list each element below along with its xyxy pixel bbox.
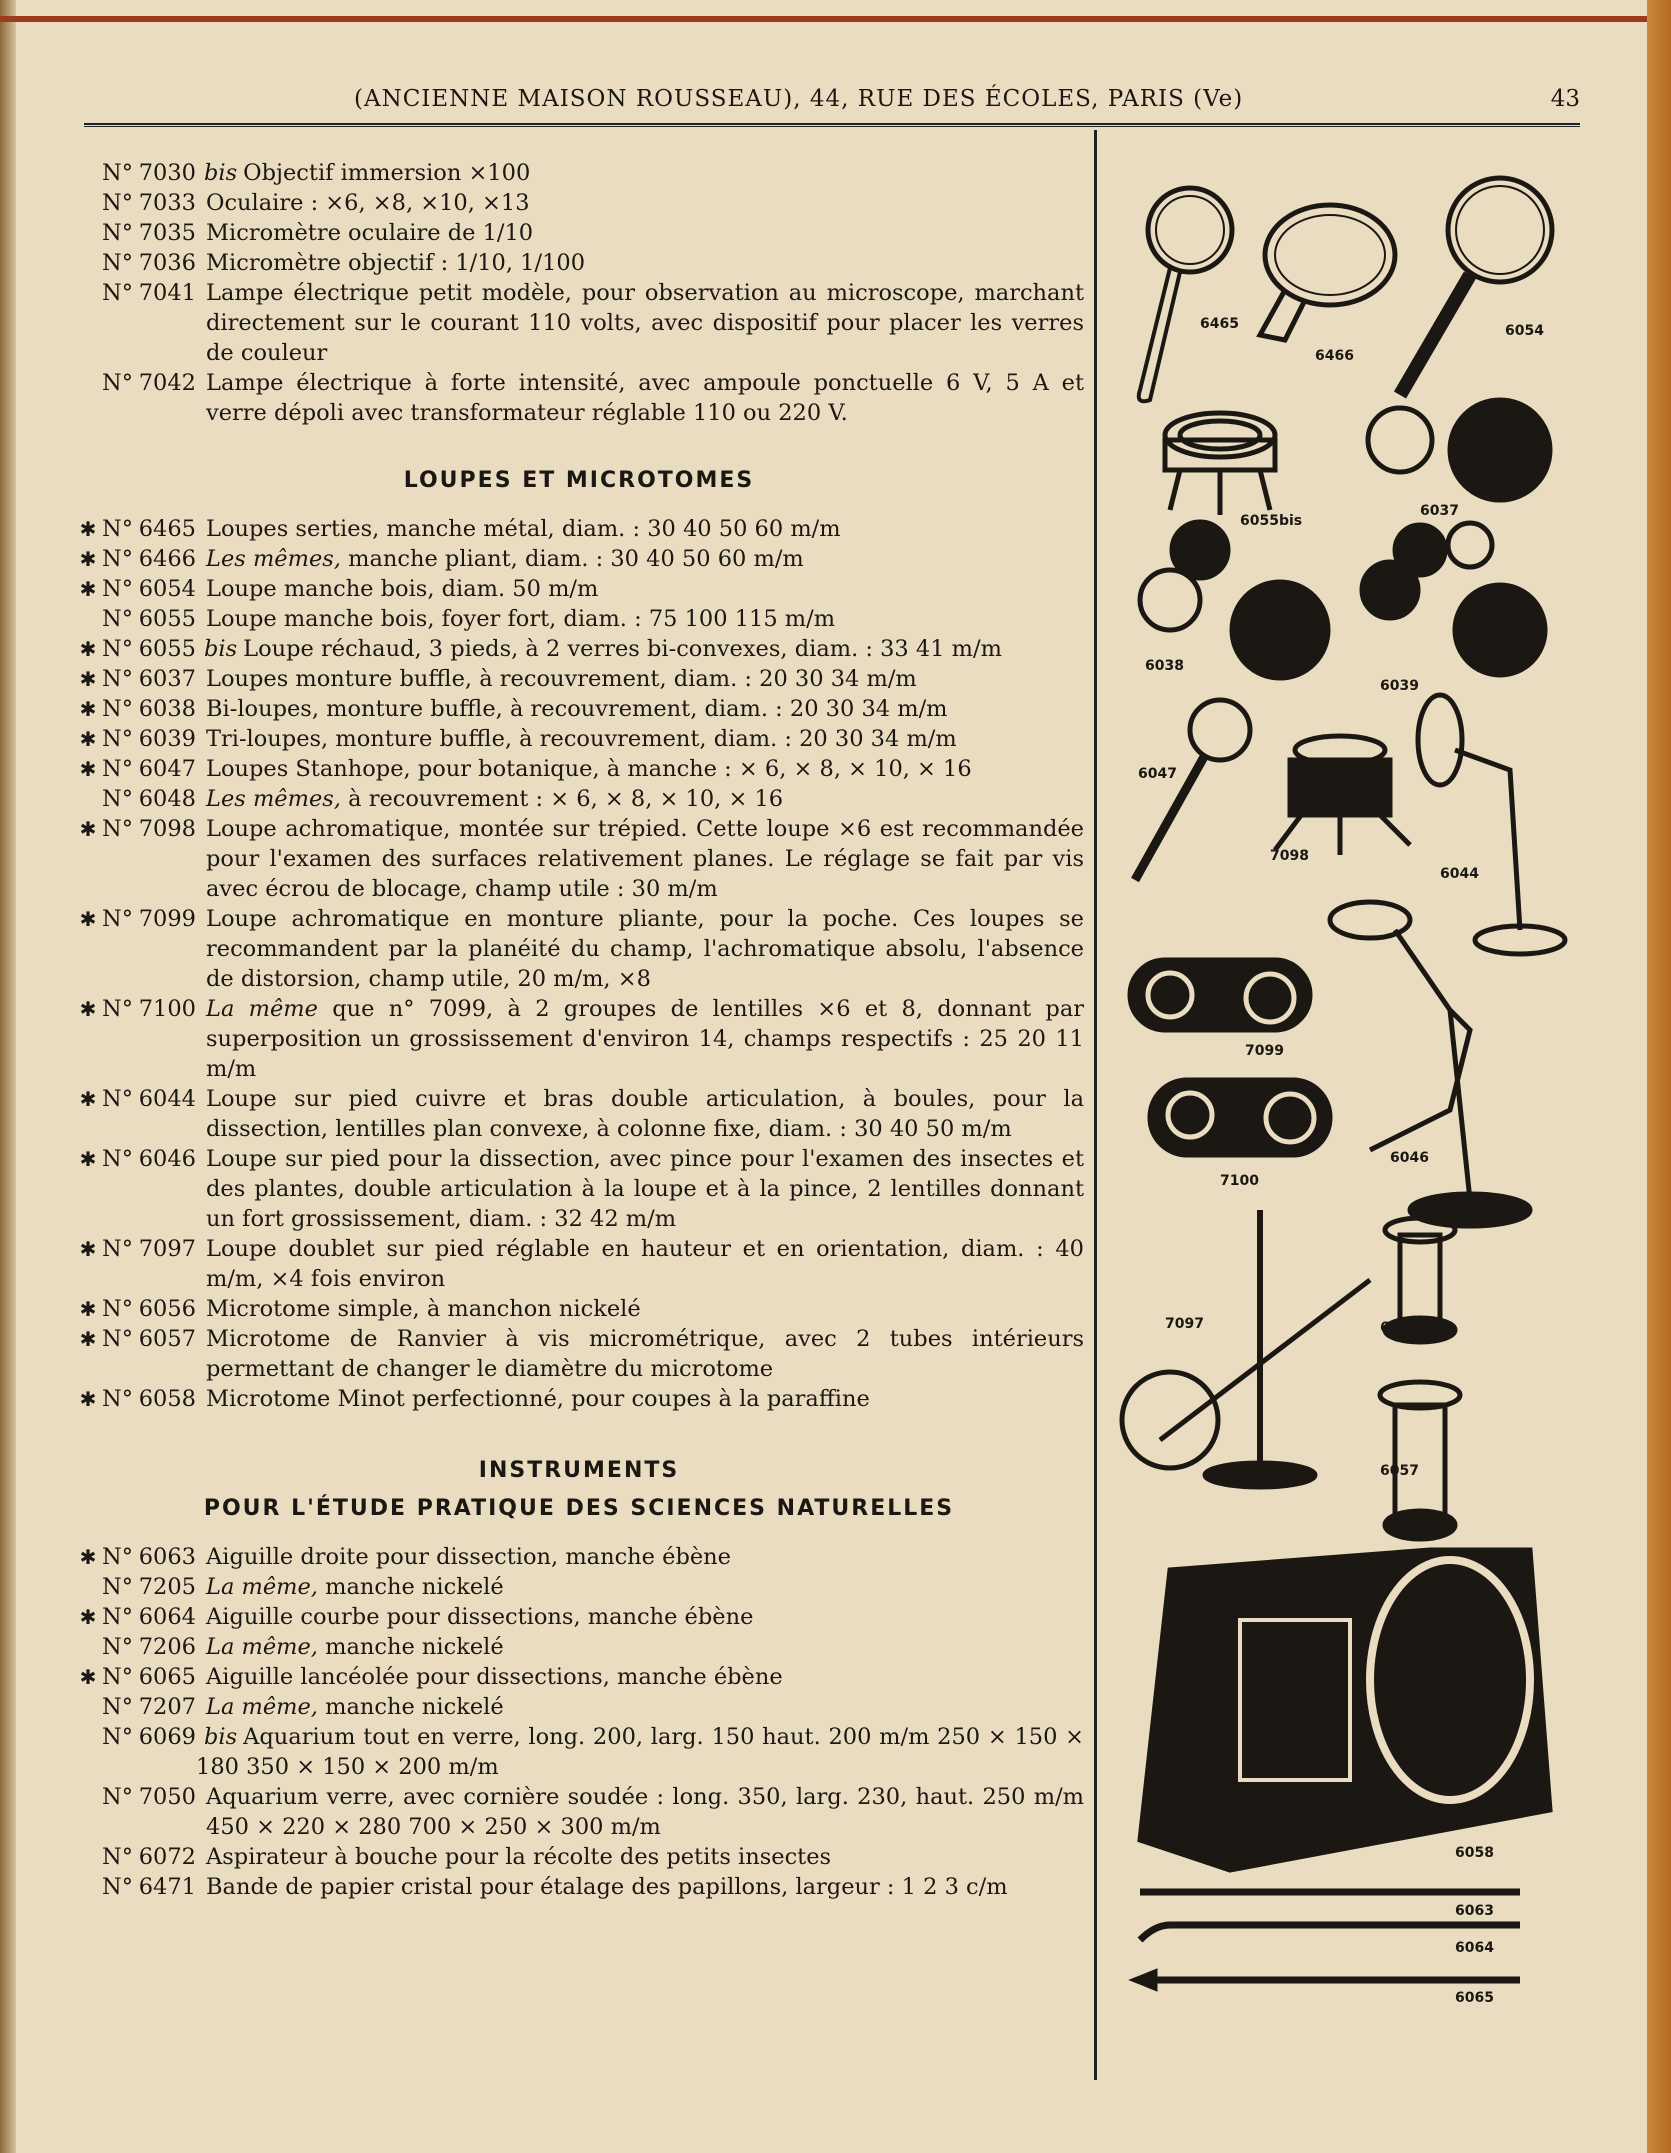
- entry-text: Loupe manche bois, diam. 50 m/m: [206, 576, 599, 602]
- entry-no-label: N°: [102, 160, 133, 186]
- entry-text: manche nickelé: [325, 1574, 504, 1600]
- label-6065: 6065: [1455, 1990, 1494, 2006]
- entry-description: [196, 514, 1084, 544]
- entry-no-label: N°: [102, 1086, 133, 1112]
- entry-description: [196, 694, 1084, 724]
- section-title-instruments: INSTRUMENTS: [478, 1458, 680, 1483]
- entry-number: 7041: [138, 280, 196, 306]
- entry-star-mark: ✱: [79, 637, 97, 661]
- catalog-text-column: [74, 158, 1084, 1902]
- entry-description: [196, 368, 1084, 428]
- page-edge: [1647, 0, 1671, 2153]
- entry-number: 6037: [138, 666, 196, 692]
- entry-text: que n° 7099, à 2 groupes de lentilles ×6 et 8, donnant par superposition un grossissement d'environ 14, champs respectifs : 25 20 11 m/m: [206, 996, 1084, 1082]
- entry-star-mark: ✱: [79, 1605, 97, 1629]
- entry-description: [196, 574, 1084, 604]
- entry-text: Bande de papier cristal pour étalage des papillons, largeur : 1 2 3 c/m: [206, 1874, 1008, 1900]
- catalog-entry: [74, 218, 1084, 248]
- catalog-entry: [74, 1782, 1084, 1842]
- entry-no-label: N°: [102, 516, 133, 542]
- entry-star-mark: ✱: [79, 517, 97, 541]
- entry-number: 7206: [138, 1634, 196, 1660]
- entry-star-mark: ✱: [79, 757, 97, 781]
- instruments-list: [74, 1542, 1084, 1902]
- entry-no-label: N°: [102, 816, 133, 842]
- section-title-loupes: LOUPES ET MICROTOMES: [403, 468, 755, 493]
- catalog-entry: [74, 1662, 1084, 1692]
- catalog-entry: [74, 188, 1084, 218]
- entry-number: 7033: [138, 190, 196, 216]
- entry-star-mark: ✱: [79, 667, 97, 691]
- catalog-entry: [74, 814, 1084, 904]
- entry-number: 6466: [138, 546, 196, 572]
- entry-description: [196, 1872, 1084, 1902]
- entry-description: [196, 1084, 1084, 1144]
- entry-lead-italic: Les mêmes,: [206, 546, 341, 572]
- entry-number: 7036: [138, 250, 196, 276]
- entry-star-mark: ✱: [79, 1327, 97, 1351]
- wood-handle-magnifier-6054-icon: [1400, 178, 1552, 395]
- catalog-entry: [74, 514, 1084, 544]
- catalog-entry: [74, 1602, 1084, 1632]
- entry-text: Lampe électrique à forte intensité, avec ampoule ponctuelle 6 V, 5 A et verre dépoli avec transformateur réglable 110 ou 220 V.: [206, 370, 1084, 426]
- label-6465: 6465: [1200, 316, 1239, 332]
- entry-text: Oculaire : ×6, ×8, ×10, ×13: [206, 190, 530, 216]
- entry-no-label: N°: [102, 666, 133, 692]
- catalog-entry: [74, 1542, 1084, 1572]
- entry-description: [196, 1294, 1084, 1324]
- label-6056: 6056: [1380, 1320, 1419, 1336]
- entry-description: [196, 218, 1084, 248]
- entry-text: Microtome simple, à manchon nickelé: [206, 1296, 641, 1322]
- catalog-entry: [74, 754, 1084, 784]
- entry-no-label: N°: [102, 1604, 133, 1630]
- catalog-entry: [74, 1294, 1084, 1324]
- entry-lead-italic: La même,: [206, 1574, 318, 1600]
- entry-description: [196, 724, 1084, 754]
- entry-no-label: N°: [102, 1146, 133, 1172]
- entry-number: 6046: [138, 1146, 196, 1172]
- entry-no-label: N°: [102, 250, 133, 276]
- entry-star-mark: ✱: [79, 547, 97, 571]
- loupes-list: [74, 514, 1084, 1414]
- entry-no-label: N°: [102, 1296, 133, 1322]
- header-title: (ANCIENNE MAISON ROUSSEAU), 44, RUE DES ÉCOLES, PARIS (Ve): [354, 86, 1244, 112]
- entry-no-label: N°: [102, 1664, 133, 1690]
- label-7098: 7098: [1270, 848, 1309, 864]
- catalog-entry: [74, 1692, 1084, 1722]
- entry-text: Loupe doublet sur pied réglable en hauteur et en orientation, diam. : 40 m/m, ×4 fois environ: [206, 1236, 1084, 1292]
- entry-number: 7042: [138, 370, 196, 396]
- label-7100: 7100: [1220, 1173, 1259, 1189]
- label-6058: 6058: [1455, 1845, 1494, 1861]
- achromatic-tripod-loupe-7098-icon: [1275, 736, 1410, 855]
- entry-no-label: N°: [102, 1544, 133, 1570]
- entry-number: 6072: [138, 1844, 196, 1870]
- entry-no-label: N°: [102, 1844, 133, 1870]
- entry-description: [196, 994, 1084, 1084]
- entry-description: [196, 814, 1084, 904]
- entry-no-label: N°: [102, 1236, 133, 1262]
- bi-loupe-6038-icon: [1140, 522, 1328, 678]
- entry-no-label: N°: [102, 576, 133, 602]
- buffalo-loupe-6037-icon: [1368, 400, 1550, 500]
- entry-star-mark: ✱: [79, 727, 97, 751]
- entry-text: Loupe sur pied cuivre et bras double articulation, à boules, pour la dissection, lentilles plan convexe, à colonne fixe, diam. : 30 40 50 m/m: [206, 1086, 1084, 1142]
- pocket-loupe-7099-icon: [1130, 960, 1310, 1030]
- entry-star-mark: ✱: [79, 1147, 97, 1171]
- catalog-entry: [74, 1572, 1084, 1602]
- column-divider: [1094, 130, 1097, 2080]
- entry-no-label: N°: [102, 996, 133, 1022]
- entry-bis: bis: [204, 160, 238, 186]
- entry-text: Loupes Stanhope, pour botanique, à manche : × 6, × 8, × 10, × 16: [206, 756, 972, 782]
- entry-number: 6058: [138, 1386, 196, 1412]
- entry-text: Loupe achromatique en monture pliante, pour la poche. Ces loupes se recommandent par la planéité du champ, l'achromatique absolu, l'absence de distorsion, champ utile, 20 m/m, ×8: [206, 906, 1084, 992]
- entry-number: 7207: [138, 1694, 196, 1720]
- entry-no-label: N°: [102, 1574, 133, 1600]
- illustrations-column: [1110, 150, 1610, 2050]
- entry-text: Microtome de Ranvier à vis micrométrique, avec 2 tubes intérieurs permettant de changer le diamètre du microtome: [206, 1326, 1084, 1382]
- entry-number: 7030: [138, 160, 196, 186]
- label-6038: 6038: [1145, 658, 1184, 674]
- entry-no-label: N°: [102, 906, 133, 932]
- entry-text: Loupe achromatique, montée sur trépied. Cette loupe ×6 est recommandée pour l'examen des surfaces relativement planes. Le réglage se fait par vis avec écrou de blocage, champ utile : 30 m/m: [206, 816, 1084, 902]
- entry-star-mark: ✱: [79, 697, 97, 721]
- entry-description: [196, 1722, 1084, 1782]
- magnifier-6465-icon: [1139, 188, 1232, 401]
- catalog-entry: [74, 1234, 1084, 1294]
- page-number: 43: [1550, 86, 1580, 112]
- label-6466: 6466: [1315, 348, 1354, 364]
- top-border: [0, 16, 1647, 22]
- catalog-entry: [74, 1144, 1084, 1234]
- entry-description: [196, 904, 1084, 994]
- entry-description: [196, 1144, 1084, 1234]
- stanhope-loupe-6047-icon: [1135, 700, 1250, 880]
- entry-description: [196, 1632, 1084, 1662]
- entry-bis: bis: [204, 1724, 238, 1750]
- entry-description: [196, 604, 1084, 634]
- folding-magnifier-6466-icon: [1260, 205, 1395, 340]
- catalog-entry: [74, 1722, 1084, 1782]
- catalog-entry: [74, 904, 1084, 994]
- entry-number: 6057: [138, 1326, 196, 1352]
- catalog-entry: [74, 158, 1084, 188]
- entry-lead-italic: Les mêmes,: [206, 786, 341, 812]
- entry-description: [196, 158, 1084, 188]
- catalog-entry: [74, 1324, 1084, 1384]
- entry-text: Aiguille courbe pour dissections, manche ébène: [206, 1604, 754, 1630]
- entry-description: [196, 754, 1084, 784]
- label-6044: 6044: [1440, 866, 1479, 882]
- entry-number: 6069: [138, 1724, 196, 1750]
- entry-number: 6038: [138, 696, 196, 722]
- label-6046: 6046: [1390, 1150, 1429, 1166]
- entry-number: 6056: [138, 1296, 196, 1322]
- catalog-entry: [74, 1632, 1084, 1662]
- entry-star-mark: ✱: [79, 1237, 97, 1261]
- entry-description: [196, 544, 1084, 574]
- entry-lead-italic: La même,: [206, 1694, 318, 1720]
- entry-no-label: N°: [102, 606, 133, 632]
- entry-text: manche nickelé: [325, 1694, 504, 1720]
- entry-description: [196, 1234, 1084, 1294]
- tripod-magnifier-6055bis-icon: [1165, 413, 1275, 515]
- entry-no-label: N°: [102, 546, 133, 572]
- header-rule: [84, 123, 1580, 127]
- entry-star-mark: ✱: [79, 817, 97, 841]
- catalog-entry: [74, 994, 1084, 1084]
- microtome-6057-icon: [1380, 1382, 1460, 1539]
- entry-text: Tri-loupes, monture buffle, à recouvrement, diam. : 20 30 34 m/m: [206, 726, 957, 752]
- entry-description: [196, 1542, 1084, 1572]
- entry-star-mark: ✱: [79, 997, 97, 1021]
- entry-star-mark: ✱: [79, 1665, 97, 1689]
- doublet-stand-7097-icon: [1122, 1210, 1370, 1487]
- entry-number: 6039: [138, 726, 196, 752]
- entry-number: 6065: [138, 1664, 196, 1690]
- entry-no-label: N°: [102, 786, 133, 812]
- entry-number: 7097: [138, 1236, 196, 1262]
- entry-number: 6064: [138, 1604, 196, 1630]
- label-6039: 6039: [1380, 678, 1419, 694]
- entry-description: [196, 664, 1084, 694]
- catalog-entry: [74, 248, 1084, 278]
- entry-lead-italic: La même: [206, 996, 318, 1022]
- entry-no-label: N°: [102, 726, 133, 752]
- entry-bis: bis: [204, 636, 238, 662]
- entry-number: 6054: [138, 576, 196, 602]
- label-6063: 6063: [1455, 1903, 1494, 1919]
- catalog-entry: [74, 574, 1084, 604]
- tri-loupe-6039-icon: [1362, 523, 1545, 675]
- entry-description: [196, 248, 1084, 278]
- entry-description: [196, 1602, 1084, 1632]
- entry-text: Loupe sur pied pour la dissection, avec pince pour l'examen des insectes et des plantes, double articulation à la loupe et à la pince, 2 lentilles donnant un fort grossissement, diam. : 32 42 m/m: [206, 1146, 1084, 1232]
- entry-no-label: N°: [102, 756, 133, 782]
- entry-text: Objectif immersion ×100: [243, 160, 531, 186]
- intro-list: [74, 158, 1084, 428]
- entry-no-label: N°: [102, 1694, 133, 1720]
- page-header: [84, 86, 1580, 126]
- minot-microtome-6058-icon: [1140, 1550, 1550, 1870]
- entry-star-mark: ✱: [79, 1087, 97, 1111]
- entry-number: 6047: [138, 756, 196, 782]
- entry-text: Aquarium tout en verre, long. 200, larg. 150 haut. 200 m/m 250 × 150 × 180 350 × 150 × 200 m/m: [196, 1724, 1084, 1780]
- catalog-entry: [74, 368, 1084, 428]
- entry-number: 6055: [138, 636, 196, 662]
- entry-description: [196, 1782, 1084, 1842]
- catalog-entry: [74, 724, 1084, 754]
- entry-text: Loupe manche bois, foyer fort, diam. : 75 100 115 m/m: [206, 606, 836, 632]
- entry-description: [196, 188, 1084, 218]
- label-6054: 6054: [1505, 323, 1544, 339]
- entry-text: Lampe électrique petit modèle, pour observation au microscope, marchant directement sur le courant 110 volts, avec dispositif pour placer les verres de couleur: [206, 280, 1084, 366]
- entry-text: Aquarium verre, avec cornière soudée : long. 350, larg. 230, haut. 250 m/m 450 × 220 × 280 700 × 250 × 300 m/m: [206, 1784, 1084, 1840]
- catalog-entry: [74, 278, 1084, 368]
- entry-no-label: N°: [102, 190, 133, 216]
- entry-text: Aiguille droite pour dissection, manche ébène: [206, 1544, 731, 1570]
- entry-no-label: N°: [102, 696, 133, 722]
- entry-no-label: N°: [102, 636, 133, 662]
- label-6055bis: 6055bis: [1240, 513, 1303, 529]
- label-6047: 6047: [1138, 766, 1177, 782]
- entry-no-label: N°: [102, 1634, 133, 1660]
- entry-number: 7098: [138, 816, 196, 842]
- entry-no-label: N°: [102, 280, 133, 306]
- entry-text: Loupes serties, manche métal, diam. : 30 40 50 60 m/m: [206, 516, 841, 542]
- catalog-entry: [74, 1084, 1084, 1144]
- entry-star-mark: ✱: [79, 577, 97, 601]
- entry-text: à recouvrement : × 6, × 8, × 10, × 16: [348, 786, 784, 812]
- entry-description: [196, 634, 1084, 664]
- catalog-entry: [74, 544, 1084, 574]
- entry-number: 6055: [138, 606, 196, 632]
- label-6064: 6064: [1455, 1940, 1494, 1956]
- entry-description: [196, 1324, 1084, 1384]
- entry-number: 6044: [138, 1086, 196, 1112]
- entry-description: [196, 1572, 1084, 1602]
- label-7099: 7099: [1245, 1043, 1284, 1059]
- entry-number: 7205: [138, 1574, 196, 1600]
- entry-number: 6471: [138, 1874, 196, 1900]
- catalog-entry: [74, 1384, 1084, 1414]
- entry-no-label: N°: [102, 220, 133, 246]
- entry-description: [196, 1842, 1084, 1872]
- entry-number: 7100: [138, 996, 196, 1022]
- entry-number: 7050: [138, 1784, 196, 1810]
- catalog-entry: [74, 634, 1084, 664]
- entry-star-mark: ✱: [79, 1297, 97, 1321]
- entry-description: [196, 278, 1084, 368]
- stand-loupe-6044-icon: [1418, 695, 1565, 954]
- entry-number: 7035: [138, 220, 196, 246]
- entry-star-mark: ✱: [79, 907, 97, 931]
- label-7097: 7097: [1165, 1316, 1204, 1332]
- pocket-loupe-7100-icon: [1150, 1080, 1330, 1155]
- entry-text: Microtome Minot perfectionné, pour coupes à la paraffine: [206, 1386, 870, 1412]
- entry-number: 7099: [138, 906, 196, 932]
- entry-number: 6465: [138, 516, 196, 542]
- catalog-entry: [74, 1842, 1084, 1872]
- entry-description: [196, 1692, 1084, 1722]
- entry-no-label: N°: [102, 1784, 133, 1810]
- entry-number: 6063: [138, 1544, 196, 1570]
- entry-text: Micromètre objectif : 1/10, 1/100: [206, 250, 586, 276]
- entry-description: [196, 1384, 1084, 1414]
- entry-no-label: N°: [102, 1874, 133, 1900]
- entry-description: [196, 1662, 1084, 1692]
- catalog-entry: [74, 694, 1084, 724]
- entry-no-label: N°: [102, 1386, 133, 1412]
- entry-lead-italic: La même,: [206, 1634, 318, 1660]
- catalog-entry: [74, 604, 1084, 634]
- entry-text: manche nickelé: [325, 1634, 504, 1660]
- entry-text: Micromètre oculaire de 1/10: [206, 220, 534, 246]
- catalog-entry: [74, 664, 1084, 694]
- entry-text: manche pliant, diam. : 30 40 50 60 m/m: [348, 546, 804, 572]
- entry-text: Loupes monture buffle, à recouvrement, diam. : 20 30 34 m/m: [206, 666, 917, 692]
- entry-text: Loupe réchaud, 3 pieds, à 2 verres bi-convexes, diam. : 33 41 m/m: [243, 636, 1002, 662]
- label-6037: 6037: [1420, 503, 1459, 519]
- entry-star-mark: ✱: [79, 1387, 97, 1411]
- catalog-entry: [74, 784, 1084, 814]
- catalog-entry: [74, 1872, 1084, 1902]
- entry-description: [196, 784, 1084, 814]
- label-6057: 6057: [1380, 1463, 1419, 1479]
- entry-star-mark: ✱: [79, 1545, 97, 1569]
- entry-text: Aspirateur à bouche pour la récolte des petits insectes: [206, 1844, 832, 1870]
- entry-no-label: N°: [102, 1724, 133, 1750]
- entry-text: Aiguille lancéolée pour dissections, manche ébène: [206, 1664, 783, 1690]
- entry-no-label: N°: [102, 370, 133, 396]
- page-gutter-shadow: [0, 0, 16, 2153]
- entry-no-label: N°: [102, 1326, 133, 1352]
- entry-text: Bi-loupes, monture buffle, à recouvrement, diam. : 20 30 34 m/m: [206, 696, 948, 722]
- entry-number: 6048: [138, 786, 196, 812]
- section-subtitle-instruments: POUR L'ÉTUDE PRATIQUE DES SCIENCES NATURELLES: [203, 1496, 955, 1521]
